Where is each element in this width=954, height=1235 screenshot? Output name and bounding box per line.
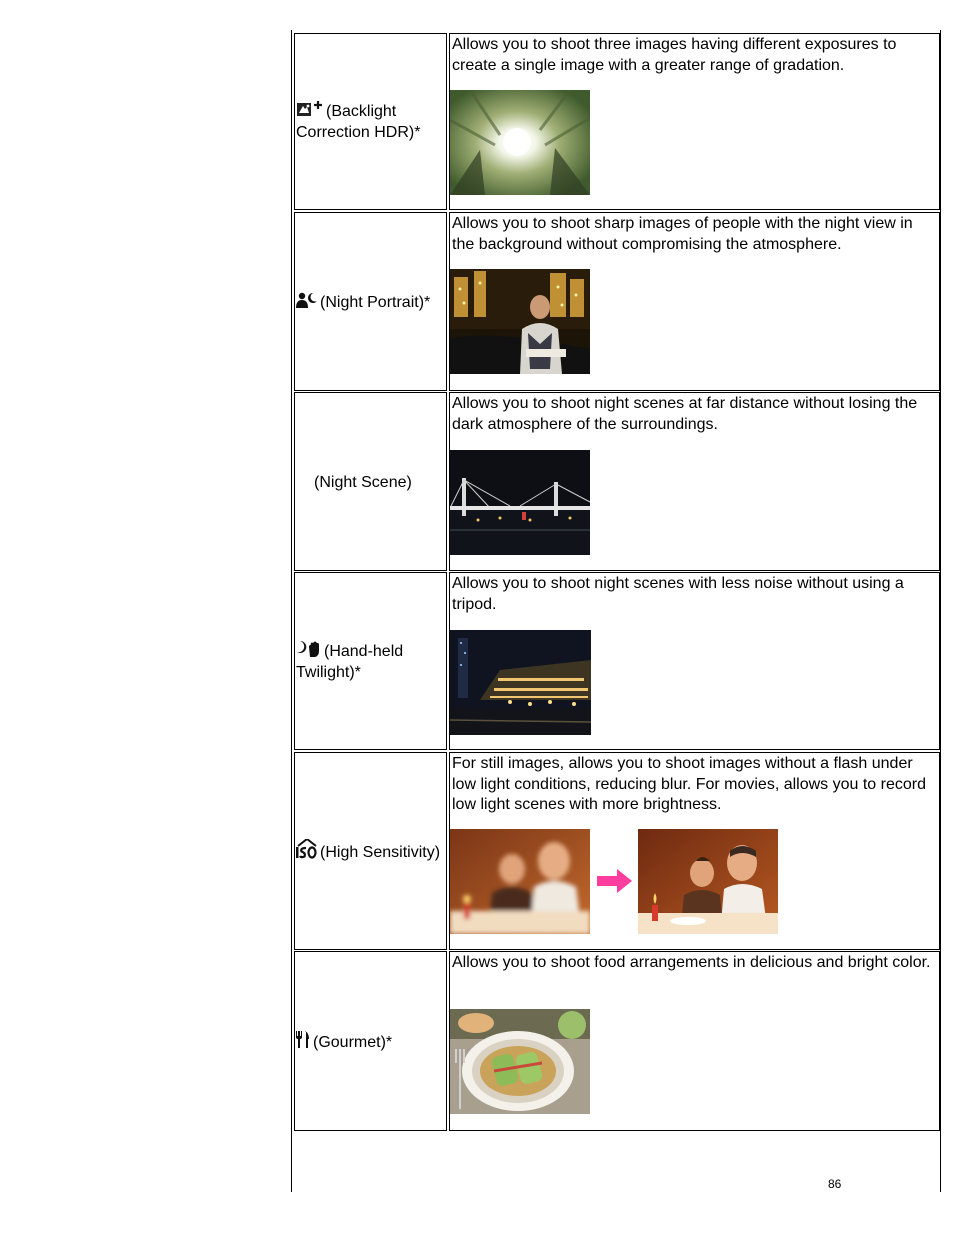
table-row — [294, 951, 940, 1131]
food-plate-photo — [450, 1009, 590, 1114]
hand-held-twilight-icon — [296, 640, 322, 658]
scene-description-cell — [449, 752, 940, 950]
scene-description-cell — [449, 33, 940, 210]
scene-description: Allows you to shoot sharp images of people with the night view in the background without compromising the atmosphere. — [452, 215, 913, 253]
scene-name: (Backlight Correction HDR)* — [295, 100, 446, 143]
scene-name-cell — [294, 572, 447, 750]
scene-description: For still images, allows you to shoot images without a flash under low light conditions, reducing blur. For movies, allows you to record low light scenes with more brightness. — [452, 755, 926, 813]
table-row — [294, 212, 940, 391]
page-number: 86 — [828, 1177, 842, 1191]
scene-description: Allows you to shoot food arrangements in delicious and bright color. — [452, 954, 931, 971]
table-row — [294, 572, 940, 750]
scene-name: (Night Portrait)* — [295, 291, 432, 313]
scene-name-cell — [294, 392, 447, 571]
night-scene-icon — [296, 471, 312, 489]
man-city-night-photo — [450, 269, 590, 374]
blurred-dinner-photo — [450, 829, 590, 934]
scene-description-cell — [449, 212, 940, 391]
scene-description: Allows you to shoot three images having different exposures to create a single image with a greater range of gradation. — [452, 36, 897, 74]
page-frame-left-line — [291, 30, 292, 1192]
table-row — [294, 33, 940, 210]
scene-description-cell — [449, 572, 940, 750]
page-frame-right-line — [940, 30, 941, 1192]
scene-name-cell — [294, 33, 447, 210]
night-portrait-icon — [296, 291, 318, 309]
table-row — [294, 752, 940, 950]
scene-name-cell — [294, 951, 447, 1131]
table-row — [294, 392, 940, 571]
scene-name: (High Sensitivity) — [295, 839, 442, 863]
before-after-arrow-icon — [597, 868, 633, 894]
scene-name-cell — [294, 212, 447, 391]
illuminated-building-night-photo — [450, 630, 591, 735]
scene-name: (Hand-held Twilight)* — [295, 640, 446, 683]
scene-description-cell — [449, 392, 940, 571]
scene-description: Allows you to shoot night scenes at far distance without losing the dark atmosphere of the surroundings. — [452, 395, 918, 433]
high-sensitivity-iso-icon — [295, 839, 318, 859]
gourmet-icon — [295, 1030, 311, 1049]
scene-name-cell — [294, 752, 447, 950]
backlight-hdr-icon — [296, 100, 324, 118]
scene-name: (Night Scene) — [295, 471, 414, 493]
sunlight-through-trees-photo — [450, 90, 590, 195]
sharp-dinner-photo — [638, 829, 778, 934]
scene-description-cell — [449, 951, 940, 1131]
scene-name: (Gourmet)* — [295, 1030, 394, 1053]
scene-description: Allows you to shoot night scenes with less noise without using a tripod. — [452, 575, 904, 613]
bridge-at-night-photo — [450, 450, 590, 555]
